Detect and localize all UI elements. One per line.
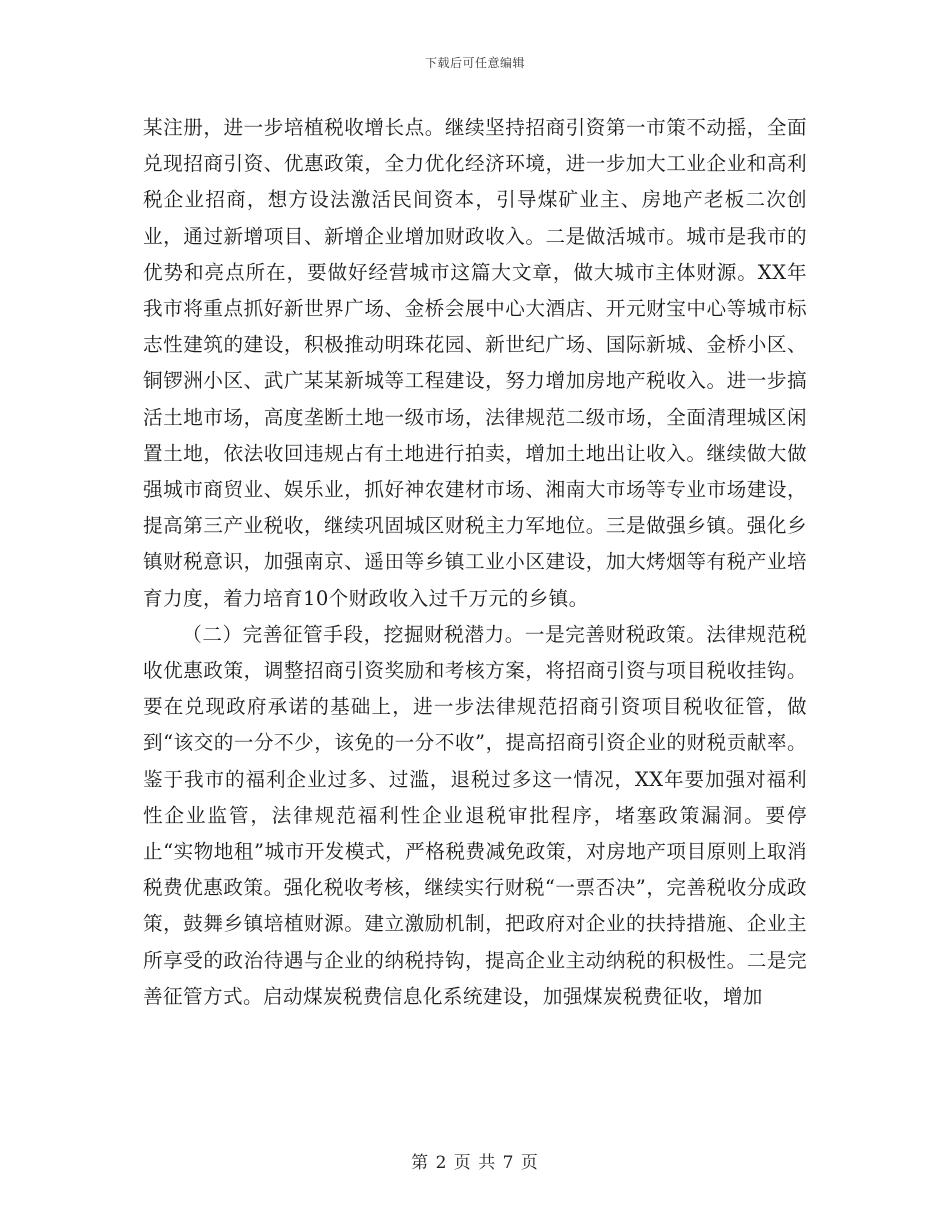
body-paragraph-1: 某注册，进一步培植税收增长点。继续坚持招商引资第一市策不动摇，全面兑现招商引资、优惠政策，全力优化经济环境，进一步加大工业企业和高利税企业招商，想方设法激活民间资本，引导煤矿业主、房地产老板二次创业，通过新增项目、新增企业增加财政收入。二是做活城市。城市是我市的优势和亮点所在，要做好经营城市这篇大文章，做大城市主体财源。XX年我市将重点抓好新世界广场、金桥会展中心大酒店、开元财宝中心等城市标志性建筑的建设，积极推动明珠花园、新世纪广场、国际新城、金桥小区、铜锣洲小区、武广某某新城等工程建设，努力增加房地产税收入。进一步搞活土地市场，高度垄断土地一级市场，法律规范二级市场，全面清理城区闲置土地，依法收回违规占有土地进行拍卖，增加土地出让收入。继续做大做强城市商贸业、娱乐业，抓好神农建材市场、湘南大市场等专业市场建设，提高第三产业税收，继续巩固城区财税主力军地位。三是做强乡镇。强化乡镇财税意识，加强南京、遥田等乡镇工业小区建设，加大烤烟等有税产业培育力度，着力培育10个财政收入过千万元的乡镇。 bbox=[143, 116, 807, 610]
page-number-footer: 第 2 页 共 7 页 bbox=[411, 1153, 539, 1173]
page-header: 下载后可任意编辑 bbox=[424, 56, 525, 70]
body-paragraph-2: （二）完善征管手段，挖掘财税潜力。一是完善财税政策。法律规范税收优惠政策，调整招商引资奖励和考核方案，将招商引资与项目税收挂钩。要在兑现政府承诺的基础上，进一步法律规范招商引资项目税收征管，做到“该交的一分不少，该免的一分不收”，提高招商引资企业的财税贡献率。鉴于我市的福利企业过多、过滥，退税过多这一情况，XX年要加强对福利性企业监管，法律规范福利性企业退税审批程序，堵塞政策漏洞。要停止“实物地租”城市开发模式，严格税费减免政策，对房地产项目原则上取消税费优惠政策。强化税收考核，继续实行财税“一票否决”，完善税收分成政策，鼓舞乡镇培植财源。建立激励机制，把政府对企业的扶持措施、企业主所享受的政治待遇与企业的纳税持钩，提高企业主动纳税的积极性。二是完善征管方式。启动煤炭税费信息化系统建设，加强煤炭税费征收，增加 bbox=[143, 622, 807, 1008]
document-body bbox=[143, 110, 807, 1015]
